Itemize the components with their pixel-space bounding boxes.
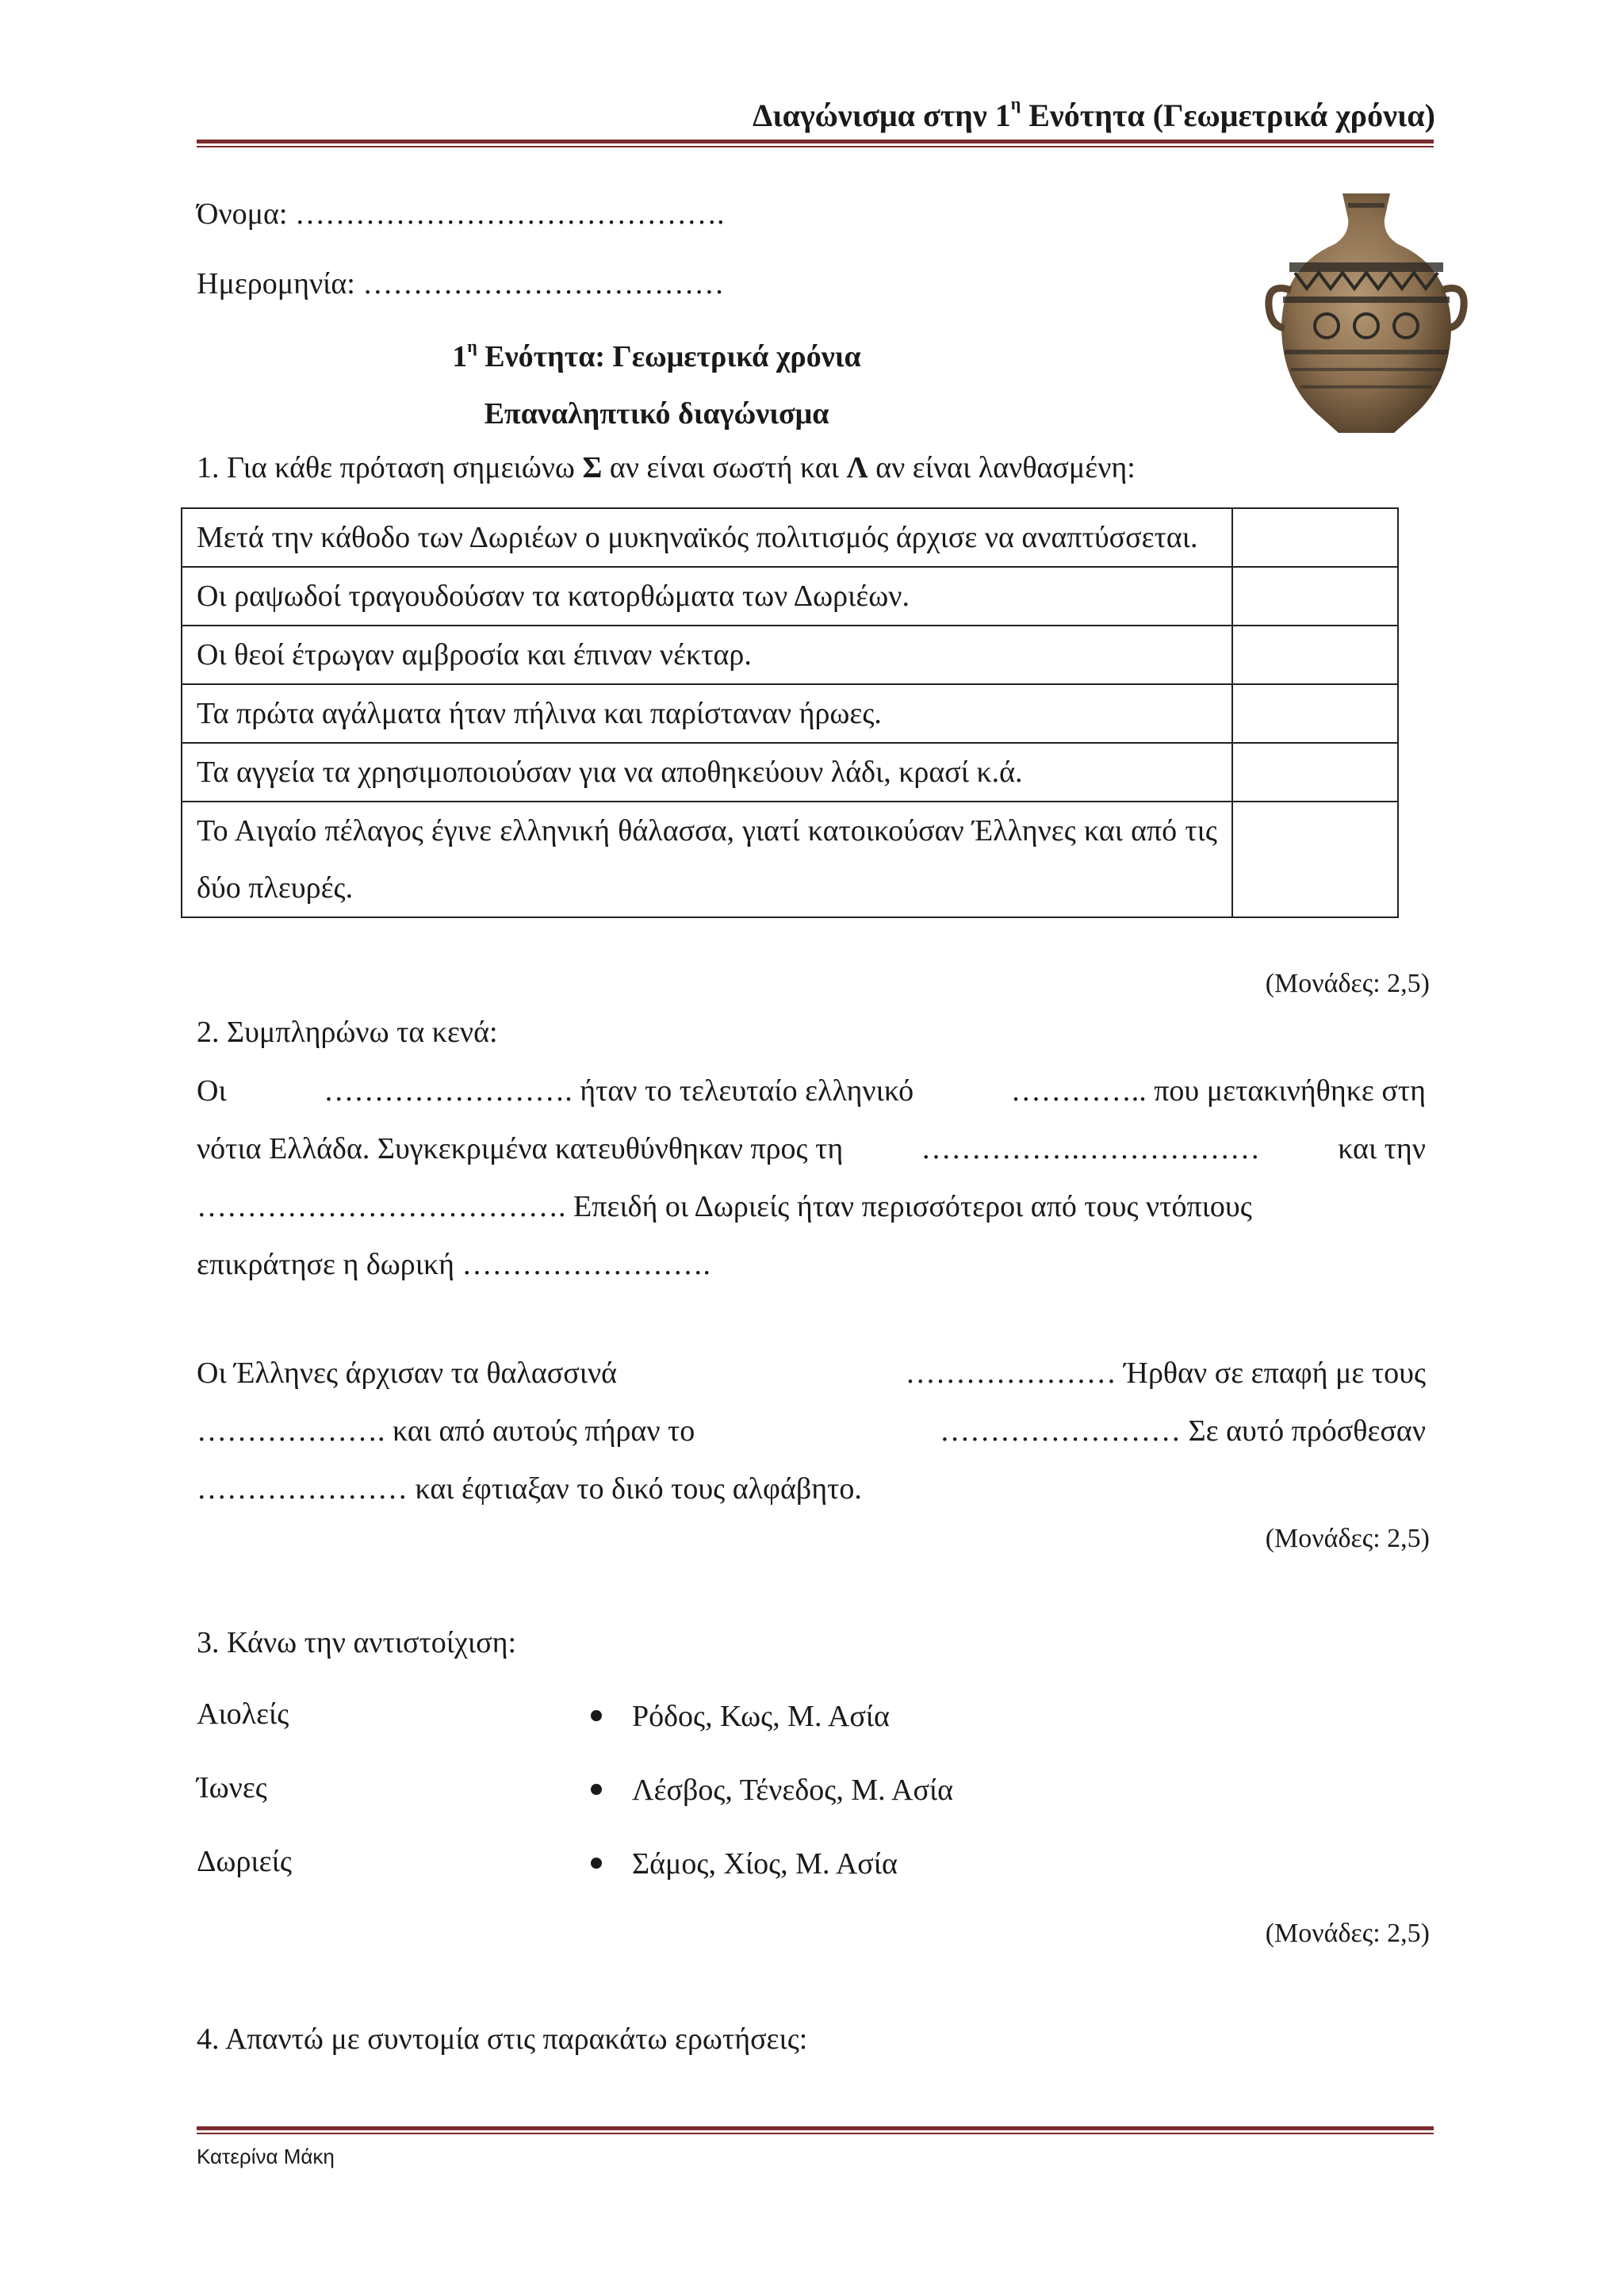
match-left-item: Δωριείς (197, 1845, 292, 1878)
fill-in-paragraph-1: Οι ……………………. ήταν το τελευταίο ελληνικό ………….. που μετακινήθηκε στη νότια Ελλάδα. Συγκεκριμένα κατευθύνθηκαν προς τη …………….……………… και την ………………………………. Επειδή οι Δωριείς ήταν περισσότεροι από τους ντόπιους επικράτησε η δωρική ……………………. (197, 1074, 1426, 1281)
table-row (182, 743, 1398, 802)
answer-cell[interactable] (1232, 743, 1398, 802)
answer-cell[interactable] (1232, 508, 1398, 567)
question-1-score: (Μονάδες: 2,5) (1265, 969, 1430, 998)
date-field: Ημερομηνία: ……………………………… (197, 267, 725, 300)
table-row (182, 567, 1398, 626)
footer-rule-thick (197, 2126, 1434, 2130)
footer-rule-thin (197, 2133, 1434, 2134)
statement-cell: Οι θεοί έτρωγαν αμβροσία και έπιναν νέκταρ. (182, 626, 1232, 684)
page-header-title: Διαγώνισμα στην $1^\eta$ Ενότητα (Γεωμετρικά χρόνια) (753, 94, 1435, 133)
header-rule-thick (197, 140, 1434, 144)
statement-cell: Τα αγγεία τα χρησιμοποιούσαν για να αποθηκεύουν λάδι, κρασί κ.ά. (182, 743, 1232, 802)
match-left-item: Αιολείς (197, 1697, 289, 1731)
answer-cell[interactable] (1232, 684, 1398, 743)
geometric-vase-image (1259, 187, 1473, 441)
question-2-title: 2. Συμπληρώνω τα κενά: (197, 1016, 498, 1049)
table-row (182, 626, 1398, 684)
match-right-item: Λέσβος, Τένεδος, Μ. Ασία (591, 1773, 953, 1808)
question-2-score: (Μονάδες: 2,5) (1265, 1524, 1430, 1553)
header-rule-thin (197, 146, 1434, 147)
bullet-icon (591, 1710, 602, 1721)
question-4-title: 4. Απαντώ με συντομία στις παρακάτω ερωτήσεις: (197, 2022, 808, 2056)
match-left-item: Ίωνες (197, 1771, 267, 1804)
table-row (182, 684, 1398, 743)
fill-in-paragraph-2: Οι Έλληνες άρχισαν τα θαλασσινά ………………… Ήρθαν σε επαφή με τους ………………. και από αυτούς πήραν το …………………… Σε αυτό πρόσθεσαν ………………… και έφτιαξαν το δικό τους αλφάβητο. (197, 1357, 1426, 1506)
bullet-icon (591, 1784, 602, 1795)
statement-cell: Μετά την κάθοδο των Δωριέων ο μυκηναϊκός πολιτισμός άρχισε να αναπτύσσεται. (182, 508, 1232, 567)
question-3-score: (Μονάδες: 2,5) (1265, 1919, 1430, 1948)
bullet-icon (591, 1858, 602, 1869)
table-row (182, 802, 1398, 917)
match-right-item: Σάμος, Χίος, Μ. Ασία (591, 1846, 898, 1881)
match-right-item: Ρόδος, Κως, Μ. Ασία (591, 1699, 890, 1734)
footer-author: Κατερίνα Μάκη (197, 2145, 335, 2168)
answer-cell[interactable] (1232, 567, 1398, 626)
question-3-title: 3. Κάνω την αντιστοίχιση: (197, 1626, 517, 1659)
table-row (182, 508, 1398, 567)
answer-cell[interactable] (1232, 802, 1398, 917)
question-1-title: 1. Για κάθε πρόταση σημειώνω Σ αν είναι σωστή και Λ αν είναι λανθασμένη: (197, 451, 1136, 484)
answer-cell[interactable] (1232, 626, 1398, 684)
name-field: Όνομα: ……………………………………. (197, 197, 725, 231)
statement-cell: Το Αιγαίο πέλαγος έγινε ελληνική θάλασσα, γιατί κατοικούσαν Έλληνες και από τις δύο πλευρές. (182, 802, 1232, 917)
exam-subtitle: Επαναληπτικό διαγώνισμα (484, 397, 829, 430)
statement-cell: Οι ραψωδοί τραγουδούσαν τα κατορθώματα των Δωριέων. (182, 567, 1232, 626)
true-false-table (181, 507, 1399, 918)
statement-cell: Τα πρώτα αγάλματα ήταν πήλινα και παρίσταναν ήρωες. (182, 684, 1232, 743)
unit-title: $1^\eta$ Ενότητα: Γεωμετρικά χρόνια (452, 336, 861, 373)
